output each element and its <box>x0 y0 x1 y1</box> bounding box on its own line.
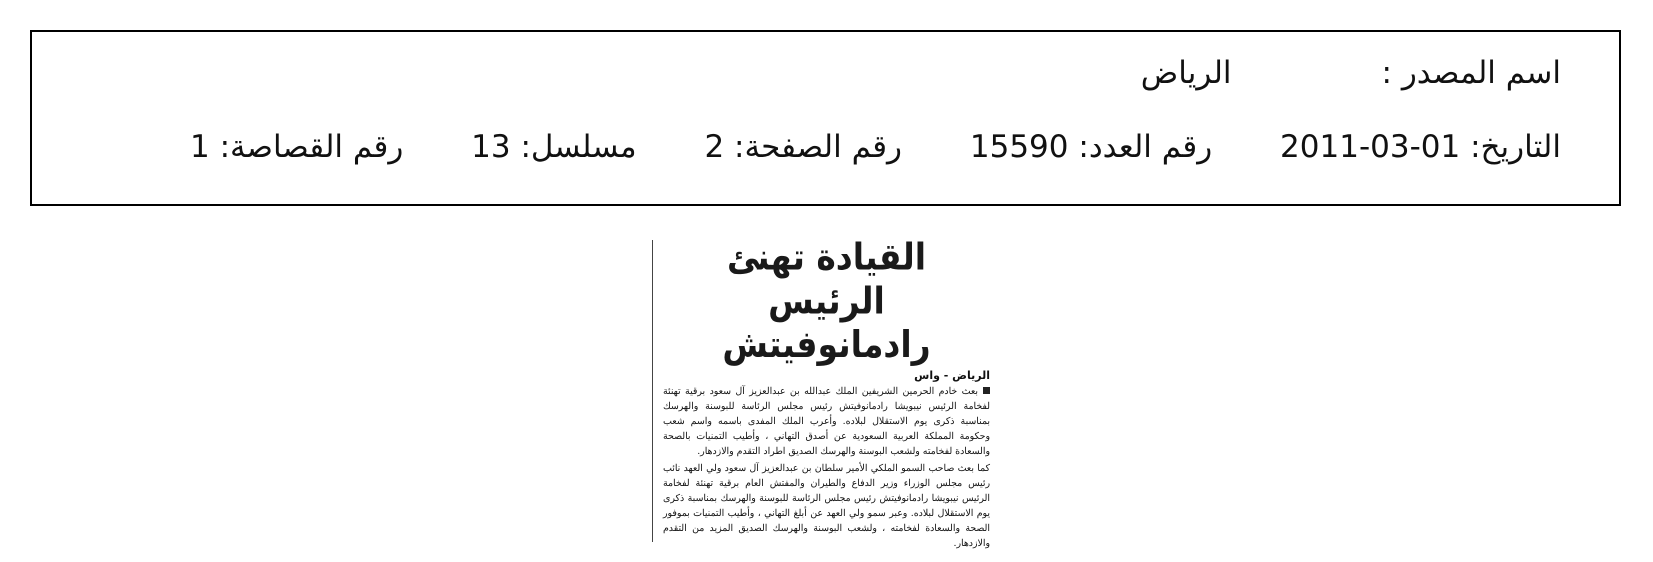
article-title: القيادة تهنئ الرئيس رادمانوفيتش <box>722 234 931 367</box>
date-label: التاريخ: <box>1470 129 1561 165</box>
source-value: الرياض <box>1140 55 1232 91</box>
page-value: 2 <box>704 129 725 165</box>
issue-value: 15590 <box>969 129 1069 165</box>
article-body <box>663 384 990 551</box>
article-paragraph <box>663 384 990 459</box>
clip-label: رقم القصاصة: <box>219 129 404 165</box>
serial-label: مسلسل: <box>520 129 637 165</box>
date-value: 2011-03-01 <box>1280 129 1461 165</box>
issue-label: رقم العدد: <box>1078 129 1213 165</box>
meta-row <box>189 129 1561 165</box>
source-label: اسم المصدر : <box>1381 55 1561 91</box>
source-row <box>1140 55 1561 91</box>
newspaper-clipping <box>652 234 998 549</box>
clip-info-header <box>30 30 1621 206</box>
bullet-square-icon <box>983 387 990 394</box>
paragraph-text: بعث خادم الحرمين الشريفين الملك عبدالله بن عبدالعزيز آل سعود برقية تهنئة لفخامة الرئيس نيبويشا رادمانوفيتش رئيس مجلس الرئاسة للبوسنة والهرسك بمناسبة ذكرى يوم الاستقلال لبلاده. وأعرب الملك المفدى باسمه واسم شعب وحكومة المملكة العربية السعودية عن أصدق التهاني ، وأطيب التمنيات بالصحة والسعادة لفخامته ولشعب البوسنة والهرسك الصديق اطراد التقدم والازدهار. <box>663 386 990 457</box>
article-paragraph: كما بعث صاحب السمو الملكي الأمير سلطان بن عبدالعزيز آل سعود ولي العهد نائب رئيس مجلس الوزراء وزير الدفاع والطيران والمفتش العام برقية تهنئة لفخامة الرئيس نيبويشا رادمانوفيتش رئيس مجلس الرئاسة للبوسنة والهرسك بمناسبة ذكرى يوم الاستقلال لبلاده. وعبر سمو ولي العهد عن أبلغ التهاني ، وأطيب التمنيات بموفور الصحة والسعادة لفخامته ، ولشعب البوسنة والهرسك الصديق المزيد من التقدم والازدهار. <box>663 463 990 549</box>
clip-value: 1 <box>189 129 210 165</box>
page-label: رقم الصفحة: <box>734 129 903 165</box>
article-dateline: الرياض - واس <box>914 369 990 382</box>
serial-value: 13 <box>471 129 511 165</box>
